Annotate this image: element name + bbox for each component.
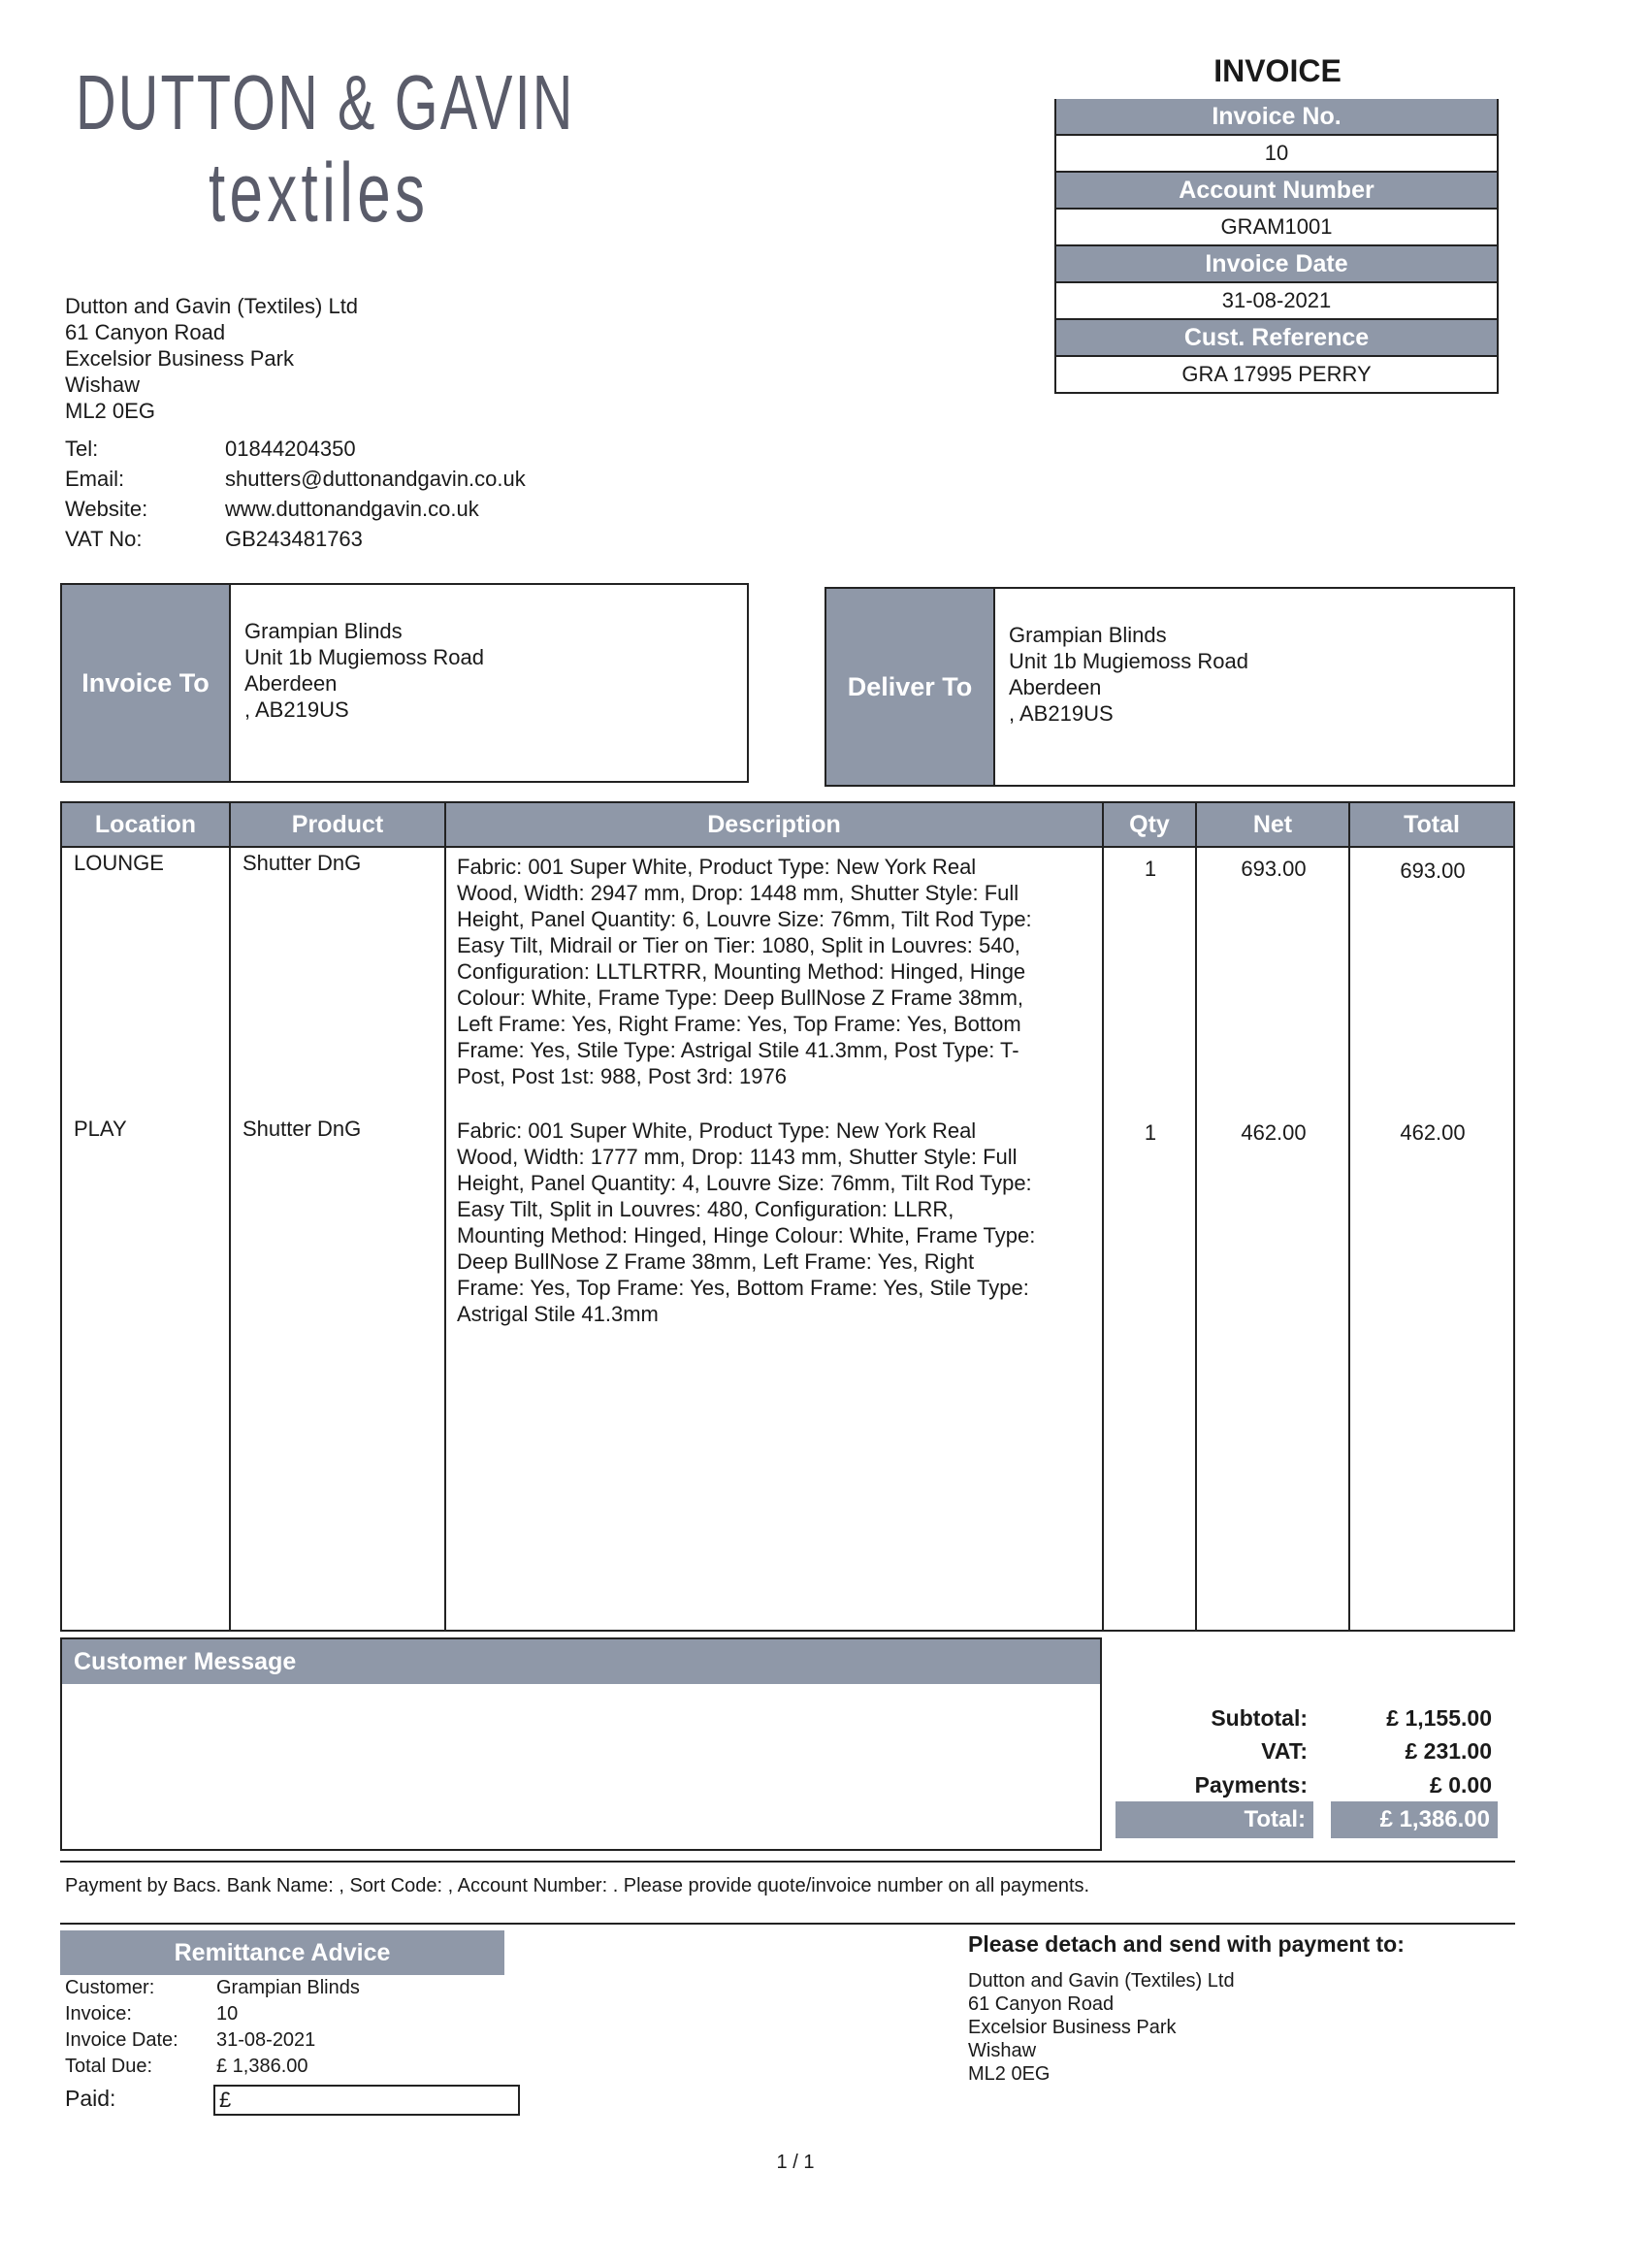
company-logo-subtitle: textiles: [209, 146, 430, 240]
remittance-row: [65, 2029, 360, 2056]
row-product: Shutter DnG: [242, 1117, 362, 1141]
description-line: Fabric: 001 Super White, Product Type: New York Real: [457, 855, 977, 879]
remittance-label: Invoice Date:: [65, 2029, 178, 2051]
total-header: Total: [1350, 803, 1513, 848]
deliver-to-label: Deliver To: [826, 589, 993, 785]
subtotal-value: £ 1,155.00: [1386, 1705, 1492, 1731]
invoice-to-box: [60, 583, 749, 783]
description-line: Fabric: 001 Super White, Product Type: New York Real: [457, 1118, 977, 1143]
items-table: [60, 801, 1515, 1632]
address-line: , AB219US: [244, 697, 349, 722]
contact-tel: [65, 437, 526, 467]
invoice-meta-table: [1054, 99, 1499, 394]
remittance-row: [65, 2056, 360, 2082]
description-line: Deep BullNose Z Frame 38mm, Left Frame: Yes, Right: [457, 1249, 975, 1274]
invoice-to-address: [229, 585, 747, 781]
total-column: [1350, 803, 1515, 1630]
page-number: 1 / 1: [776, 2152, 815, 2173]
contact-label: Email:: [65, 467, 125, 491]
qty-column: [1104, 803, 1197, 1630]
location-column: [62, 803, 231, 1630]
invoice-to-label: Invoice To: [62, 585, 229, 781]
description-line: Frame: Yes, Stile Type: Astrigal Stile 41.3mm, Post Type: T-: [457, 1038, 1019, 1062]
address-line: , AB219US: [1009, 701, 1114, 726]
contact-vat: [65, 527, 526, 557]
address-line: Grampian Blinds: [244, 619, 403, 643]
row-total: 462.00: [1400, 1120, 1466, 1145]
address-line: Excelsior Business Park: [968, 2017, 1177, 2038]
description-line: Frame: Yes, Top Frame: Yes, Bottom Frame: Yes, Stile Type:: [457, 1276, 1029, 1300]
qty-header: Qty: [1104, 803, 1195, 848]
description-line: Easy Tilt, Midrail or Tier on Tier: 1080, Split in Louvres: 540,: [457, 933, 1020, 957]
invoice-number-value: 10: [1054, 134, 1499, 173]
payment-note: Payment by Bacs. Bank Name: , Sort Code: , Account Number: . Please provide quote/invoice number on all payments.: [65, 1875, 1090, 1896]
company-contacts: [65, 437, 526, 557]
row-net: 462.00: [1241, 1120, 1307, 1145]
cust-reference-header: Cust. Reference: [1054, 320, 1499, 355]
paid-field[interactable]: £: [213, 2085, 520, 2116]
remittance-label: Total Due:: [65, 2056, 153, 2077]
total-label: Total:: [1116, 1801, 1313, 1838]
description-line: Height, Panel Quantity: 4, Louvre Size: 76mm, Tilt Rod Type:: [457, 1171, 1032, 1195]
address-line: Aberdeen: [1009, 675, 1102, 699]
invoice-title: INVOICE: [1213, 53, 1342, 88]
divider: [60, 1923, 1515, 1925]
remittance-label: Customer:: [65, 1977, 155, 1998]
invoice-number-header: Invoice No.: [1054, 99, 1499, 134]
product-column: [231, 803, 446, 1630]
remittance-row: [65, 1977, 360, 2003]
invoice-date-header: Invoice Date: [1054, 246, 1499, 281]
description-line: Configuration: LLTLRTRR, Mounting Method: Hinged, Hinge: [457, 959, 1026, 984]
address-line: Wishaw: [968, 2040, 1037, 2061]
company-logo-title: DUTTON & GAVIN: [76, 59, 575, 146]
deliver-to-box: [824, 587, 1515, 787]
remittance-value: Grampian Blinds: [216, 1977, 360, 1998]
contact-value: GB243481763: [225, 527, 363, 551]
remittance-header: Remittance Advice: [60, 1930, 504, 1975]
description-line: Colour: White, Frame Type: Deep BullNose Z Frame 38mm,: [457, 986, 1024, 1010]
deliver-to-address: [993, 589, 1513, 785]
address-line: 61 Canyon Road: [65, 320, 226, 344]
address-line: Aberdeen: [244, 671, 338, 696]
contact-label: VAT No:: [65, 527, 143, 551]
location-header: Location: [62, 803, 229, 848]
description-line: Mounting Method: Hinged, Hinge Colour: White, Frame Type:: [457, 1223, 1036, 1247]
row-location: PLAY: [74, 1117, 127, 1141]
description-line: Left Frame: Yes, Right Frame: Yes, Top Frame: Yes, Bottom: [457, 1012, 1021, 1036]
address-line: Dutton and Gavin (Textiles) Ltd: [65, 294, 359, 318]
remittance-value: £ 1,386.00: [216, 2056, 308, 2077]
address-line: ML2 0EG: [968, 2063, 1051, 2085]
description-line: Wood, Width: 1777 mm, Drop: 1143 mm, Shutter Style: Full: [457, 1145, 1018, 1169]
row-product: Shutter DnG: [242, 851, 362, 875]
description-line: Height, Panel Quantity: 6, Louvre Size: 76mm, Tilt Rod Type:: [457, 907, 1032, 931]
customer-message-box: [60, 1637, 1102, 1851]
address-line: ML2 0EG: [65, 399, 155, 423]
address-line: Unit 1b Mugiemoss Road: [1009, 649, 1249, 673]
row-location: LOUNGE: [74, 851, 164, 875]
row-description: [457, 854, 1097, 1089]
contact-label: Tel:: [65, 437, 99, 461]
contact-value: shutters@duttonandgavin.co.uk: [225, 467, 526, 491]
contact-value: www.duttonandgavin.co.uk: [225, 497, 479, 521]
description-header: Description: [446, 803, 1102, 848]
payments-value: £ 0.00: [1430, 1772, 1492, 1798]
customer-message-header: Customer Message: [62, 1639, 1100, 1684]
payments-label: Payments:: [1194, 1772, 1308, 1798]
account-number-header: Account Number: [1054, 173, 1499, 208]
address-line: Grampian Blinds: [1009, 623, 1167, 647]
account-number-value: GRAM1001: [1054, 208, 1499, 246]
address-line: 61 Canyon Road: [968, 1993, 1115, 2015]
remittance-details: [65, 1977, 360, 2082]
address-line: Wishaw: [65, 373, 141, 397]
address-line: Unit 1b Mugiemoss Road: [244, 645, 485, 669]
detach-address: [968, 1969, 1235, 2086]
remittance-value: 31-08-2021: [216, 2029, 316, 2051]
net-header: Net: [1197, 803, 1348, 848]
net-column: [1197, 803, 1350, 1630]
product-header: Product: [231, 803, 444, 848]
description-line: Wood, Width: 2947 mm, Drop: 1448 mm, Shutter Style: Full: [457, 881, 1019, 905]
total-value: £ 1,386.00: [1331, 1801, 1498, 1838]
remittance-label: Invoice:: [65, 2003, 132, 2025]
remittance-row: [65, 2003, 360, 2029]
invoice-date-value: 31-08-2021: [1054, 281, 1499, 320]
customer-message-text: [62, 1684, 1100, 1703]
contact-website: [65, 497, 526, 527]
divider: [60, 1861, 1515, 1863]
row-qty: 1: [1144, 1120, 1157, 1145]
contact-label: Website:: [65, 497, 148, 521]
cust-reference-value: GRA 17995 PERRY: [1054, 355, 1499, 394]
company-address: [65, 293, 358, 424]
description-line: Post, Post 1st: 988, Post 3rd: 1976: [457, 1064, 787, 1088]
row-total: 693.00: [1400, 859, 1466, 883]
contact-value: 01844204350: [225, 437, 356, 461]
vat-label: VAT:: [1261, 1738, 1308, 1764]
subtotal-label: Subtotal:: [1211, 1705, 1308, 1731]
description-line: Easy Tilt, Split in Louvres: 480, Configuration: LLRR,: [457, 1197, 954, 1221]
description-line: Astrigal Stile 41.3mm: [457, 1302, 659, 1326]
vat-value: £ 231.00: [1405, 1738, 1492, 1764]
address-line: Excelsior Business Park: [65, 346, 294, 371]
contact-email: [65, 467, 526, 497]
row-description: [457, 1118, 1097, 1327]
row-qty: 1: [1144, 857, 1157, 881]
remittance-value: 10: [216, 2003, 239, 2025]
row-net: 693.00: [1241, 857, 1307, 881]
detach-heading: Please detach and send with payment to:: [968, 1931, 1405, 1957]
address-line: Dutton and Gavin (Textiles) Ltd: [968, 1970, 1235, 1992]
paid-label: Paid:: [65, 2086, 116, 2111]
